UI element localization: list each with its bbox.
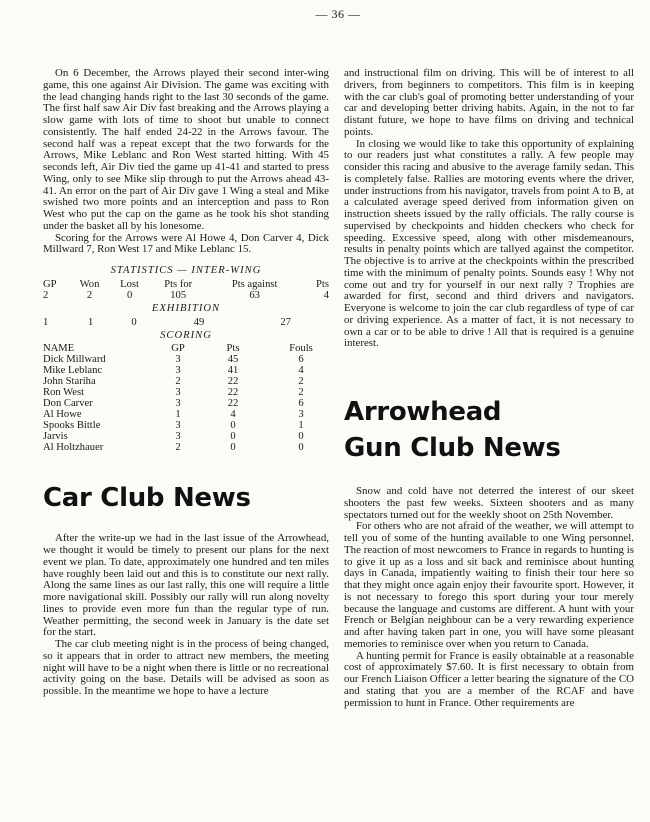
scoring-cell: 0 <box>298 442 304 454</box>
scoring-cell: 3 <box>175 420 181 432</box>
car-club-paragraph: After the write-up we had in the last issue of the Arrowhead, we thought it would be timely to present our plans for the next event we plan. To date, approximately one hundred and ten miles have roughly been laid out and this is to constitute our next rally. Along the same lines as our last rally, this one will require a little more navigational skill. Possibly our rally will run along novelty lines to provide even more fun than the regular type of run. Weather permitting, the second week in January is the date set for the start. <box>43 532 329 639</box>
stats-cell: 4 <box>323 289 329 301</box>
table-row <box>43 431 329 442</box>
table-row <box>43 317 329 328</box>
gun-club-paragraph: For others who are not afraid of the weather, we will attempt to tell you of some of the hunting available to one Wing personnel. The reaction of most newcomers to France in regards to hunting is to give it up as a loss and sit back and reminisce about hunting days in Canada, impatiently waiting to finish their tour here so that they might once again enjoy their favourite sport. However, it is not necessary to forego this sport during your tour merely because the language and customs are different. A hunt with your French or Belgian neighbour can be a very rewarding experience and after having taken part in one, you will have some pleasant memories to reminisce over when you return to Canada. <box>344 520 634 650</box>
scoring-cell: Jarvis <box>43 431 68 443</box>
stats-cell: 2 <box>86 289 93 301</box>
table-row <box>43 442 329 453</box>
scoring-cell: John Stariha <box>43 376 96 388</box>
scoring-cell: Al Howe <box>43 409 82 421</box>
scoring-cell: Mike Leblanc <box>43 365 103 377</box>
right-column <box>344 68 634 709</box>
scoring-cell: 2 <box>298 387 304 399</box>
scoring-cell: Dick Millward <box>43 354 106 366</box>
stats-cell: 0 <box>126 289 133 301</box>
car-club-paragraph: The car club meeting night is in the process of being changed, so it appears that in order to attract new members, the meeting night will have to be a night when there is little or no recreational activity going on the base. Details will be advised as soon as possible. In the meantime we hope to have a lecture <box>43 638 329 697</box>
table-row <box>43 365 329 376</box>
scoring-header: Pts <box>226 343 240 355</box>
scoring-title: SCORING <box>160 329 212 341</box>
scoring-cell: 0 <box>230 431 236 443</box>
statistics-table <box>43 279 329 301</box>
table-row <box>43 376 329 387</box>
table-row <box>43 387 329 398</box>
scoring-cell: 41 <box>227 365 239 377</box>
scoring-cell: 0 <box>298 431 304 443</box>
scoring-cell: Al Holtzhauer <box>43 442 104 454</box>
scoring-cell: 6 <box>298 398 304 410</box>
car-club-paragraph: In closing we would like to take this opportunity of explaining to our readers just what constitutes a rally. A few people may consider this racing and abusive to the average family sedan. This is completely false. Rallies are motoring events where the driver, under instructions from his navigator, travels from point A to B, at a calculated average speed derived from information given on instruction sheets issued by the rally officials. The rally course is supervised by checkpoints and hidden checkers who check for speeding. Excessive speed, along with other misdemeanours, results in penalty points which are tallyed against the competitor. The objective is to arrive at the checkpoints within the prescribed time with the minimum of penalty points. Sounds easy ! Why not come out and try for yourself in our next rally ? Trophies are awarded for first, second and third drivers and navigators. Everyone is welcome to join the car club regardless of type of car or driving experience. As a matter of fact, it is not necessary to own a car or to be able to drive ! All that is required is a genuine interest. <box>344 137 634 350</box>
stats-header: GP <box>43 278 57 290</box>
gun-club-paragraph: A hunting permit for France is easily obtainable at a reasonable cost of approximately $7.60. It is first necessary to obtain from our French Liaison Officer a letter bearing the signature of the CO and stating that you are a member of the RCAF and have permission to hunt in France. Other requirements are <box>344 649 634 709</box>
car-club-continuation: and instructional film on driving. This will be of interest to all drivers, from beginners to competitors. This film is in keeping with the car club's goal of promoting better understanding of your car and developing better driving habits. Again, in the not to far distant future, we hope to have films on driving and technical points. <box>344 67 634 138</box>
scoring-header: NAME <box>43 343 75 355</box>
table-row <box>43 398 329 409</box>
stats-header: Pts <box>316 278 329 290</box>
car-club-heading: Car Club News <box>43 483 251 514</box>
gun-club-heading-line: Gun Club News <box>344 433 561 463</box>
scoring-cell: 4 <box>298 365 304 377</box>
left-column <box>43 68 329 698</box>
scoring-cell: 1 <box>175 409 181 421</box>
exhibition-cell: 1 <box>88 316 94 328</box>
exhibition-cell: 49 <box>193 316 205 328</box>
scoring-cell: Ron West <box>43 387 85 399</box>
scoring-cell: Don Carver <box>43 398 93 410</box>
stats-cell: 2 <box>43 289 49 301</box>
scoring-table <box>43 343 329 453</box>
scoring-header: GP <box>171 343 185 355</box>
exhibition-cell: 1 <box>43 316 49 328</box>
table-row <box>43 420 329 431</box>
gun-club-paragraph: Snow and cold have not deterred the interest of our skeet shooters the past few weeks. Sixteen shooters and as many spectators turned out for the weekly shoot on 25th November. <box>344 485 634 521</box>
stats-header: Lost <box>120 278 139 290</box>
stats-header: Won <box>79 278 100 290</box>
exhibition-table <box>43 317 329 328</box>
scoring-cell: 45 <box>227 354 239 366</box>
scoring-cell: 0 <box>230 442 236 454</box>
scoring-cell: 22 <box>227 376 239 388</box>
scoring-cell: 0 <box>230 420 236 432</box>
scoring-cell: 6 <box>298 354 304 366</box>
exhibition-title: EXHIBITION <box>151 302 221 314</box>
arrows-scoring-paragraph: Scoring for the Arrows were Al Howe 4, Don Carver 4, Dick Millward 7, Ron West 17 and Mike Leblanc 15. <box>43 231 329 256</box>
page-number: — 36 — <box>315 7 361 21</box>
arrows-paragraph: On 6 December, the Arrows played their second inter-wing game, this one against Air Division. The game was exciting with the lead changing hands right to the last 30 seconds of the game. The first half saw Air Div fast breaking and the Arrows playing a slow game with lots of time to shoot but unable to connect consistently. The half ended 24-22 in the Arrows favour. The second half was a repeat except that the two forwards for the Arrows, Mike Leblanc and Ron West started hitting. With 45 seconds left, Air Div tied the game up 41-41 and started to press Wing, only to see Mike slip through to put the Arrows ahead 43-41. An error on the part of Air Div gave 1 Wing a steal and Mike swished two more points and an interception and pass to Ron West who put the cap on the game as he took his shot standing under the basket all by his lonesome. <box>43 67 329 232</box>
table-row <box>43 409 329 420</box>
scoring-cell: 22 <box>227 398 239 410</box>
statistics-title: STATISTICS — INTER-WING <box>110 265 262 276</box>
scoring-cell: 2 <box>175 376 181 388</box>
table-row <box>43 290 329 301</box>
gun-club-heading-line: Arrowhead <box>344 397 502 427</box>
stats-header: Pts against <box>231 278 278 290</box>
scoring-cell: 3 <box>175 398 181 410</box>
scoring-cell: 3 <box>175 365 181 377</box>
scoring-cell: 3 <box>175 354 181 366</box>
scoring-cell: Spooks Bittle <box>43 420 101 432</box>
exhibition-cell: 27 <box>280 316 291 328</box>
stats-cell: 105 <box>170 289 187 301</box>
table-row <box>43 354 329 365</box>
gun-club-heading <box>344 394 634 466</box>
stats-header: Pts for <box>164 278 193 290</box>
scoring-cell: 3 <box>175 431 181 443</box>
exhibition-cell: 0 <box>131 316 137 328</box>
scoring-cell: 2 <box>298 376 304 388</box>
scoring-cell: 3 <box>175 387 181 399</box>
scoring-cell: 1 <box>298 420 304 432</box>
stats-cell: 63 <box>249 289 260 301</box>
scoring-cell: 4 <box>230 409 236 421</box>
scoring-cell: 3 <box>298 409 304 421</box>
scoring-cell: 22 <box>227 387 239 399</box>
scoring-cell: 2 <box>175 442 181 454</box>
scoring-header: Fouls <box>289 343 313 355</box>
